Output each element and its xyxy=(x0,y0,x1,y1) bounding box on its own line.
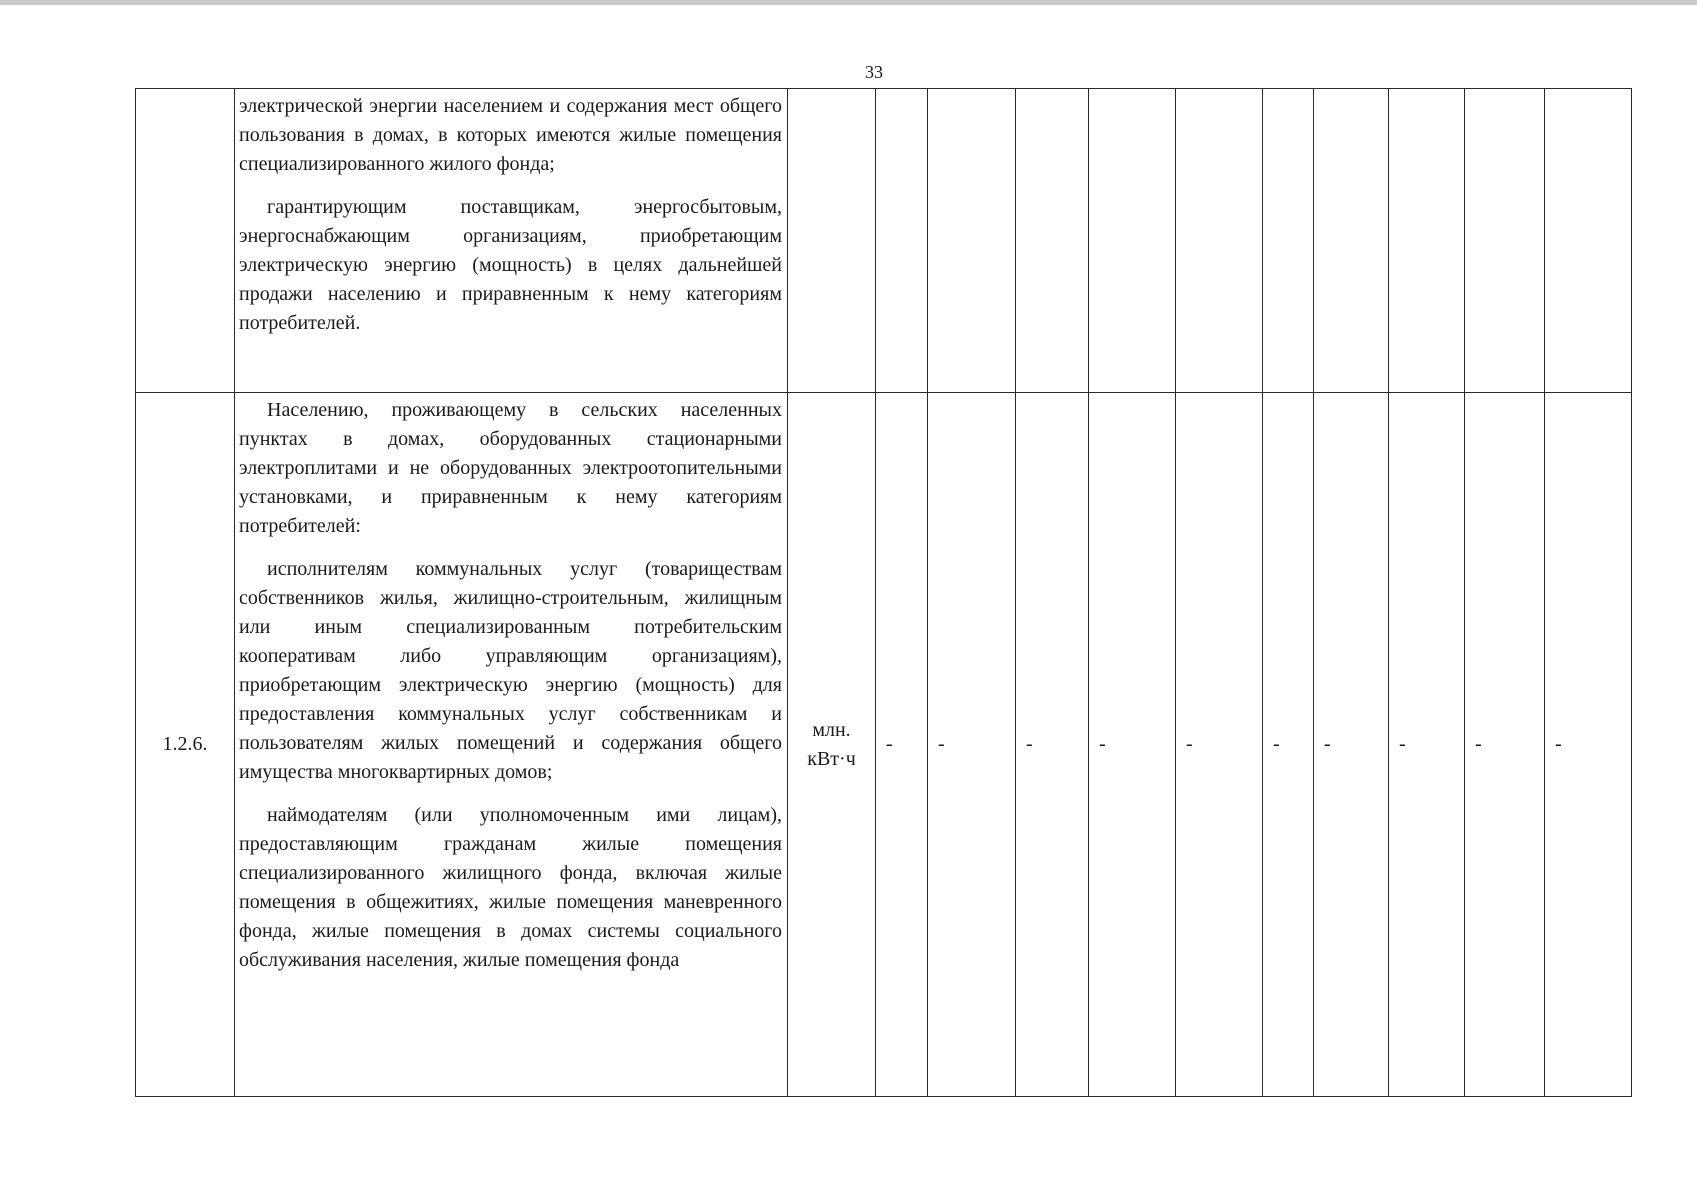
table-row xyxy=(136,393,1632,1097)
value-cell xyxy=(1263,89,1314,393)
value-cell xyxy=(1016,89,1089,393)
value-cell xyxy=(1389,89,1465,393)
value-cell: - xyxy=(1176,393,1263,1097)
description-paragraph: электрической энергии населением и содержания мест общего пользования в домах, в которых имеются жилые помещения специализированного жилого фонда; xyxy=(239,95,782,175)
value-cell: - xyxy=(1389,393,1465,1097)
value-cell xyxy=(928,89,1016,393)
tariff-table xyxy=(135,88,1632,1097)
value-cell xyxy=(1176,89,1263,393)
description-paragraph: наймодателям (или уполномоченным ими лицам), предоставляющим гражданам жилые помещения специализированного жилищного фонда, включая жилые помещения в общежитиях, жилые помещения маневренного фонда, жилые помещения в домах системы социального обслуживания населения, жилые помещения фонда xyxy=(239,804,782,971)
scan-top-edge xyxy=(0,0,1697,5)
value-cell: - xyxy=(1465,393,1545,1097)
value-cell xyxy=(1465,89,1545,393)
value-cell: - xyxy=(1314,393,1389,1097)
value-cell: - xyxy=(876,393,928,1097)
value-cell xyxy=(1089,89,1176,393)
value-cell: - xyxy=(1016,393,1089,1097)
value-cell: - xyxy=(1089,393,1176,1097)
row-description xyxy=(235,89,788,393)
description-paragraph: гарантирующим поставщикам, энергосбытовым, энергоснабжающим организациям, приобретающим электрическую энергию (мощность) в целях дальнейшей продажи населению и приравненным к нему категориям потребителей. xyxy=(239,196,782,334)
description-paragraph: исполнителям коммунальных услуг (товариществам собственников жилья, жилищно-строительным, жилищным или иным специализированным потребительским кооперативам либо управляющим организациям), приобретающим электрическую энергию (мощность) для предоставления коммунальных услуг собственникам и пользователям жилых помещений и содержания общего имущества многоквартирных домов; xyxy=(239,558,782,783)
value-cell: - xyxy=(1263,393,1314,1097)
page-number: 33 xyxy=(865,62,883,82)
unit-cell: млн. кВт·ч xyxy=(788,393,876,1097)
value-cell: - xyxy=(928,393,1016,1097)
value-cell xyxy=(1545,89,1632,393)
table-row xyxy=(136,89,1632,393)
description-paragraph: Населению, проживающему в сельских населенных пунктах в домах, оборудованных стационарными электроплитами и не оборудованных электроотопительными установками, и приравненным к нему категориям потребителей: xyxy=(239,399,782,537)
row-number xyxy=(136,89,235,393)
value-cell xyxy=(1314,89,1389,393)
row-number: 1.2.6. xyxy=(136,393,235,1097)
value-cell: - xyxy=(1545,393,1632,1097)
unit-cell xyxy=(788,89,876,393)
row-description xyxy=(235,393,788,1097)
value-cell xyxy=(876,89,928,393)
